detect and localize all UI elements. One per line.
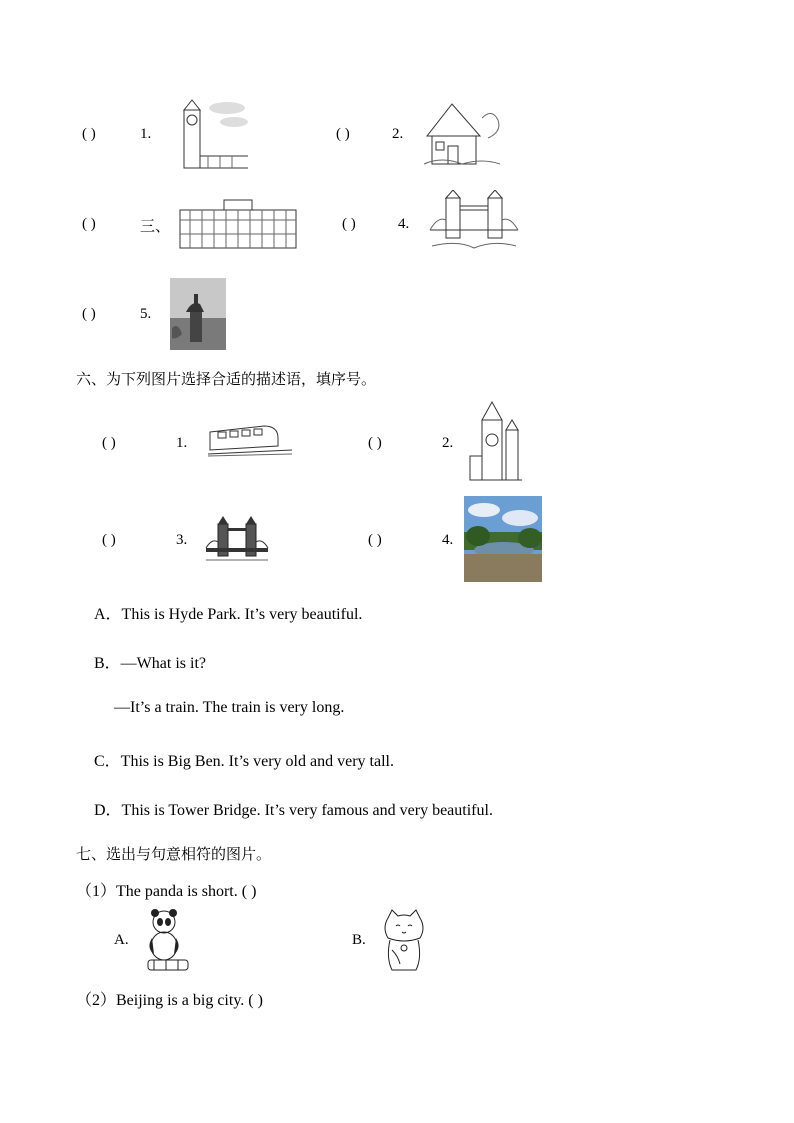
tower-bridge-icon <box>428 190 520 254</box>
park-photo <box>464 496 542 582</box>
palace-icon <box>176 194 300 252</box>
choice-a-label: A. <box>114 932 129 948</box>
paren-5-4: ( ) <box>342 216 356 232</box>
option-b-answer: —It’s a train. The train is very long. <box>114 699 345 716</box>
big-ben-icon <box>468 400 524 482</box>
section-7-title: 七、选出与句意相符的图片。 <box>76 845 272 863</box>
panda-icon <box>140 908 192 974</box>
cottage-icon <box>422 98 502 170</box>
item-number-5-4: 4. <box>398 216 410 232</box>
paren-6-2: ( ) <box>368 435 382 451</box>
paren-6-1: ( ) <box>102 435 116 451</box>
item-number-5-1: 1. <box>140 126 152 142</box>
lucky-cat-icon <box>380 908 428 974</box>
option-c: C．This is Big Ben. It’s very old and very tall. <box>94 753 394 770</box>
paren-6-4: ( ) <box>368 532 382 548</box>
paren-5-2: ( ) <box>336 126 350 142</box>
choice-b-label: B. <box>352 932 366 948</box>
item-number-6-1: 1. <box>176 435 188 451</box>
paren-5-1: ( ) <box>82 126 96 142</box>
option-a: A．This is Hyde Park. It’s very beautiful. <box>94 606 363 623</box>
tower-bridge-icon <box>204 516 270 564</box>
item-number-6-2: 2. <box>442 435 454 451</box>
item-number-5-3: 三、 <box>140 217 171 235</box>
option-d: D．This is Tower Bridge. It’s very famous and very beautiful. <box>94 802 493 819</box>
question-1: （1）The panda is short. ( ) <box>76 883 257 900</box>
item-number-6-4: 4. <box>442 532 454 548</box>
section-6-title: 六、为下列图片选择合适的描述语，填序号。 <box>76 370 377 388</box>
statue-icon <box>170 278 226 350</box>
option-b-question: B．—What is it? <box>94 655 206 672</box>
paren-5-5: ( ) <box>82 306 96 322</box>
item-number-5-2: 2. <box>392 126 404 142</box>
item-number-6-3: 3. <box>176 532 188 548</box>
question-2: （2）Beijing is a big city. ( ) <box>76 992 263 1009</box>
paren-5-3: ( ) <box>82 216 96 232</box>
train-icon <box>206 420 294 458</box>
item-number-5-5: 5. <box>140 306 152 322</box>
big-ben-icon <box>172 98 250 170</box>
paren-6-3: ( ) <box>102 532 116 548</box>
